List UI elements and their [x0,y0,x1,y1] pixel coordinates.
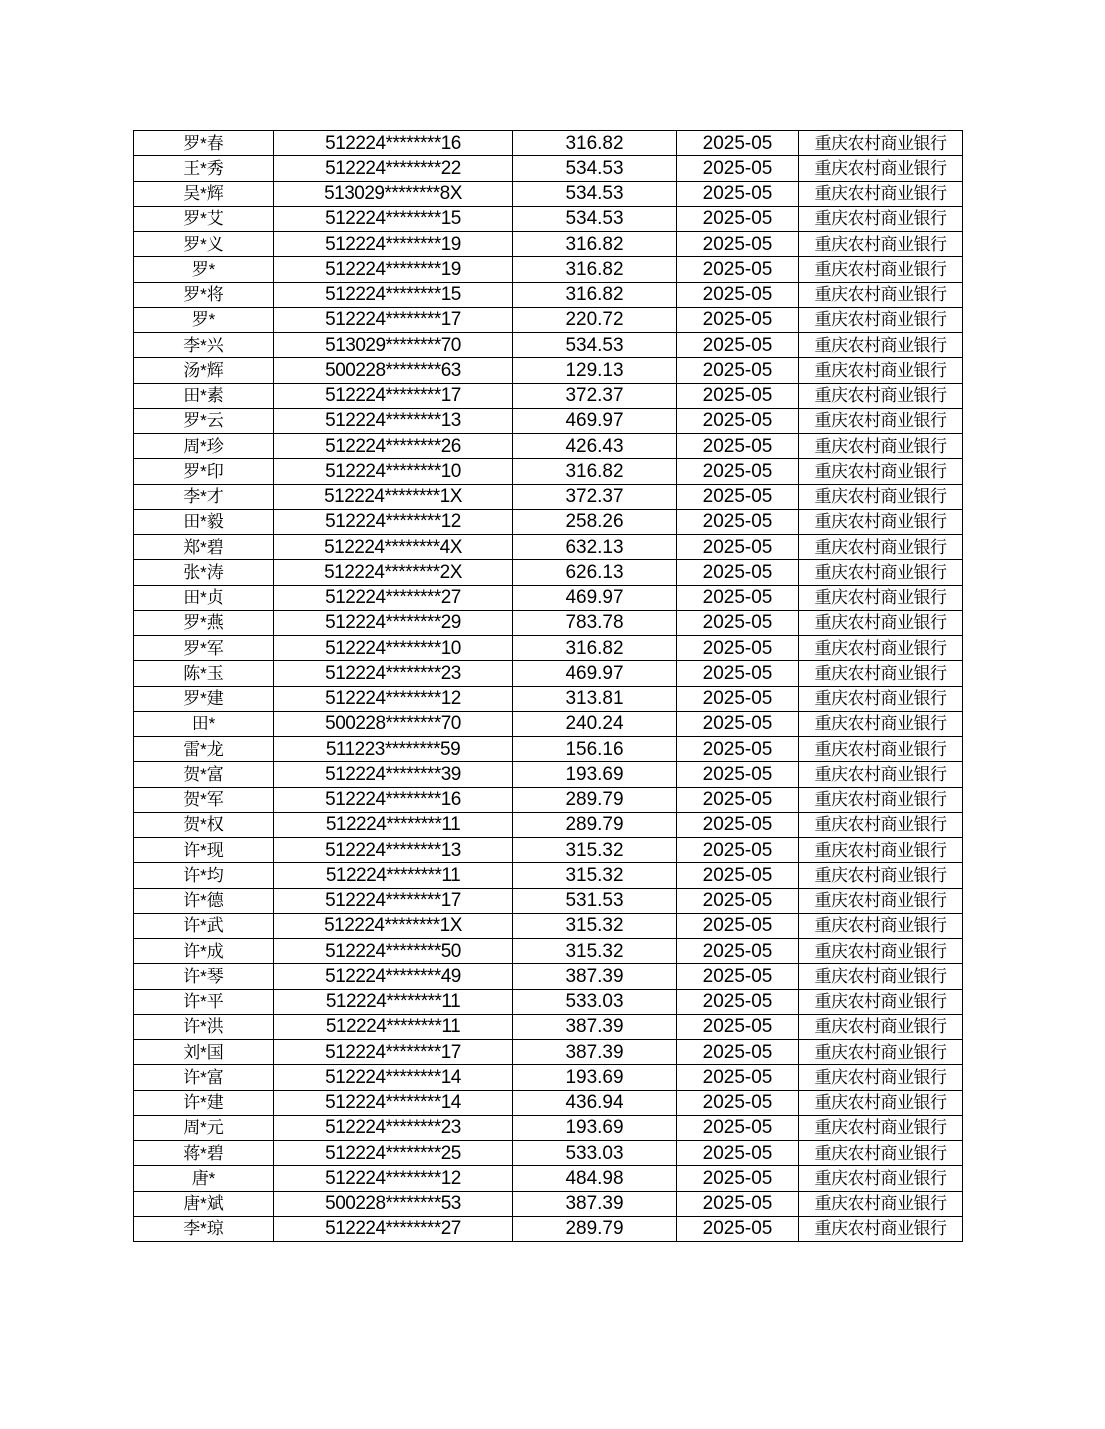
cell-id_number: 512224********15 [274,282,513,307]
cell-month: 2025-05 [677,964,799,989]
cell-amount: 469.97 [513,408,677,433]
cell-id_number: 512224********14 [274,1065,513,1090]
cell-name: 许*成 [134,939,274,964]
cell-amount: 289.79 [513,787,677,812]
table-row [134,939,963,964]
table-row [134,1166,963,1191]
cell-id_number: 512224********10 [274,459,513,484]
cell-name: 刘*国 [134,1040,274,1065]
cell-amount: 129.13 [513,358,677,383]
cell-id_number: 513029********70 [274,333,513,358]
table-row [134,181,963,206]
cell-id_number: 512224********12 [274,509,513,534]
cell-bank: 重庆农村商业银行 [799,560,963,585]
cell-month: 2025-05 [677,560,799,585]
cell-month: 2025-05 [677,838,799,863]
cell-amount: 316.82 [513,459,677,484]
table-row [134,1141,963,1166]
cell-amount: 240.24 [513,711,677,736]
cell-name: 罗*艾 [134,206,274,231]
cell-month: 2025-05 [677,282,799,307]
cell-month: 2025-05 [677,509,799,534]
cell-id_number: 512224********17 [274,1040,513,1065]
cell-name: 郑*碧 [134,535,274,560]
cell-name: 周*珍 [134,434,274,459]
table-row [134,686,963,711]
cell-name: 田*贞 [134,585,274,610]
cell-month: 2025-05 [677,863,799,888]
cell-id_number: 513029********8X [274,181,513,206]
cell-bank: 重庆农村商业银行 [799,610,963,635]
cell-month: 2025-05 [677,1115,799,1140]
table-row [134,1090,963,1115]
cell-month: 2025-05 [677,1191,799,1216]
cell-id_number: 512224********15 [274,206,513,231]
cell-name: 罗*军 [134,636,274,661]
cell-id_number: 512224********10 [274,636,513,661]
cell-name: 许*建 [134,1090,274,1115]
payment-table-body [134,131,963,1242]
cell-amount: 315.32 [513,863,677,888]
cell-id_number: 512224********13 [274,838,513,863]
cell-bank: 重庆农村商业银行 [799,282,963,307]
cell-amount: 534.53 [513,156,677,181]
cell-month: 2025-05 [677,1166,799,1191]
cell-id_number: 512224********16 [274,787,513,812]
cell-month: 2025-05 [677,989,799,1014]
table-row [134,156,963,181]
cell-amount: 533.03 [513,989,677,1014]
cell-bank: 重庆农村商业银行 [799,206,963,231]
cell-bank: 重庆农村商业银行 [799,888,963,913]
cell-bank: 重庆农村商业银行 [799,1141,963,1166]
cell-month: 2025-05 [677,206,799,231]
table-row [134,484,963,509]
cell-bank: 重庆农村商业银行 [799,1216,963,1241]
cell-id_number: 512224********23 [274,1115,513,1140]
cell-bank: 重庆农村商业银行 [799,964,963,989]
table-row [134,509,963,534]
table-row [134,585,963,610]
cell-month: 2025-05 [677,913,799,938]
cell-amount: 220.72 [513,307,677,332]
cell-amount: 316.82 [513,282,677,307]
cell-name: 田* [134,711,274,736]
cell-amount: 316.82 [513,131,677,156]
cell-name: 贺*富 [134,762,274,787]
cell-month: 2025-05 [677,459,799,484]
cell-id_number: 500228********63 [274,358,513,383]
cell-id_number: 512224********11 [274,812,513,837]
table-row [134,838,963,863]
cell-bank: 重庆农村商业银行 [799,585,963,610]
cell-id_number: 512224********23 [274,661,513,686]
cell-month: 2025-05 [677,383,799,408]
cell-month: 2025-05 [677,762,799,787]
cell-month: 2025-05 [677,307,799,332]
cell-amount: 372.37 [513,484,677,509]
cell-amount: 258.26 [513,509,677,534]
table-row [134,206,963,231]
cell-amount: 193.69 [513,762,677,787]
cell-bank: 重庆农村商业银行 [799,989,963,1014]
cell-id_number: 512224********13 [274,408,513,433]
cell-id_number: 512224********11 [274,1014,513,1039]
table-row [134,459,963,484]
table-row [134,1115,963,1140]
cell-name: 许*现 [134,838,274,863]
cell-bank: 重庆农村商业银行 [799,1166,963,1191]
cell-bank: 重庆农村商业银行 [799,812,963,837]
cell-id_number: 511223********59 [274,737,513,762]
table-row [134,636,963,661]
cell-id_number: 512224********1X [274,484,513,509]
cell-id_number: 512224********14 [274,1090,513,1115]
cell-id_number: 512224********17 [274,307,513,332]
cell-amount: 534.53 [513,181,677,206]
cell-amount: 372.37 [513,383,677,408]
cell-bank: 重庆农村商业银行 [799,1040,963,1065]
cell-name: 许*均 [134,863,274,888]
table-row [134,610,963,635]
cell-bank: 重庆农村商业银行 [799,383,963,408]
cell-name: 罗*春 [134,131,274,156]
cell-month: 2025-05 [677,156,799,181]
cell-name: 贺*军 [134,787,274,812]
cell-name: 罗* [134,307,274,332]
table-row [134,989,963,1014]
cell-amount: 289.79 [513,1216,677,1241]
table-row [134,863,963,888]
cell-bank: 重庆农村商业银行 [799,661,963,686]
cell-id_number: 512224********17 [274,888,513,913]
cell-id_number: 512224********12 [274,686,513,711]
cell-month: 2025-05 [677,1065,799,1090]
cell-id_number: 512224********25 [274,1141,513,1166]
cell-amount: 534.53 [513,333,677,358]
cell-amount: 387.39 [513,1191,677,1216]
cell-id_number: 512224********4X [274,535,513,560]
table-row [134,1014,963,1039]
cell-id_number: 512224********29 [274,610,513,635]
cell-bank: 重庆农村商业银行 [799,257,963,282]
cell-id_number: 512224********19 [274,232,513,257]
cell-id_number: 512224********49 [274,964,513,989]
cell-month: 2025-05 [677,711,799,736]
cell-bank: 重庆农村商业银行 [799,737,963,762]
table-row [134,307,963,332]
cell-amount: 426.43 [513,434,677,459]
cell-amount: 316.82 [513,257,677,282]
cell-amount: 156.16 [513,737,677,762]
cell-month: 2025-05 [677,333,799,358]
cell-name: 田*素 [134,383,274,408]
cell-month: 2025-05 [677,484,799,509]
cell-month: 2025-05 [677,232,799,257]
cell-bank: 重庆农村商业银行 [799,863,963,888]
cell-id_number: 512224********27 [274,585,513,610]
cell-bank: 重庆农村商业银行 [799,484,963,509]
cell-bank: 重庆农村商业银行 [799,333,963,358]
cell-id_number: 512224********26 [274,434,513,459]
cell-id_number: 512224********27 [274,1216,513,1241]
cell-amount: 484.98 [513,1166,677,1191]
table-row [134,812,963,837]
table-row [134,1191,963,1216]
cell-name: 王*秀 [134,156,274,181]
cell-name: 汤*辉 [134,358,274,383]
cell-name: 陈*玉 [134,661,274,686]
cell-bank: 重庆农村商业银行 [799,181,963,206]
cell-name: 许*洪 [134,1014,274,1039]
cell-month: 2025-05 [677,434,799,459]
table-row [134,257,963,282]
table-row [134,131,963,156]
table-row [134,434,963,459]
cell-amount: 315.32 [513,913,677,938]
cell-amount: 316.82 [513,232,677,257]
cell-id_number: 512224********16 [274,131,513,156]
cell-month: 2025-05 [677,787,799,812]
cell-month: 2025-05 [677,257,799,282]
cell-id_number: 512224********19 [274,257,513,282]
cell-id_number: 512224********12 [274,1166,513,1191]
table-row [134,964,963,989]
cell-month: 2025-05 [677,535,799,560]
table-row [134,232,963,257]
cell-name: 罗*建 [134,686,274,711]
cell-amount: 313.81 [513,686,677,711]
cell-amount: 533.03 [513,1141,677,1166]
cell-month: 2025-05 [677,181,799,206]
cell-amount: 315.32 [513,838,677,863]
cell-amount: 469.97 [513,661,677,686]
cell-id_number: 512224********11 [274,863,513,888]
cell-name: 许*琴 [134,964,274,989]
table-row [134,408,963,433]
cell-amount: 193.69 [513,1065,677,1090]
cell-bank: 重庆农村商业银行 [799,509,963,534]
cell-bank: 重庆农村商业银行 [799,358,963,383]
table-row [134,383,963,408]
cell-bank: 重庆农村商业银行 [799,838,963,863]
cell-name: 李*琼 [134,1216,274,1241]
cell-id_number: 512224********11 [274,989,513,1014]
cell-month: 2025-05 [677,686,799,711]
cell-name: 贺*权 [134,812,274,837]
cell-month: 2025-05 [677,131,799,156]
cell-id_number: 500228********70 [274,711,513,736]
cell-bank: 重庆农村商业银行 [799,913,963,938]
cell-month: 2025-05 [677,1216,799,1241]
cell-amount: 289.79 [513,812,677,837]
cell-bank: 重庆农村商业银行 [799,307,963,332]
cell-bank: 重庆农村商业银行 [799,1065,963,1090]
cell-amount: 387.39 [513,1014,677,1039]
cell-name: 唐* [134,1166,274,1191]
cell-name: 李*才 [134,484,274,509]
cell-month: 2025-05 [677,1141,799,1166]
cell-name: 张*涛 [134,560,274,585]
cell-name: 罗*燕 [134,610,274,635]
cell-month: 2025-05 [677,636,799,661]
cell-amount: 316.82 [513,636,677,661]
cell-name: 周*元 [134,1115,274,1140]
table-row [134,711,963,736]
cell-name: 李*兴 [134,333,274,358]
cell-month: 2025-05 [677,408,799,433]
cell-name: 田*毅 [134,509,274,534]
cell-month: 2025-05 [677,610,799,635]
cell-month: 2025-05 [677,1090,799,1115]
cell-bank: 重庆农村商业银行 [799,939,963,964]
table-row [134,913,963,938]
table-row [134,762,963,787]
cell-bank: 重庆农村商业银行 [799,1191,963,1216]
cell-amount: 387.39 [513,964,677,989]
cell-bank: 重庆农村商业银行 [799,711,963,736]
table-row [134,737,963,762]
cell-name: 罗* [134,257,274,282]
table-row [134,333,963,358]
payment-table [133,130,963,1242]
cell-name: 许*富 [134,1065,274,1090]
cell-name: 罗*将 [134,282,274,307]
cell-bank: 重庆农村商业银行 [799,232,963,257]
cell-bank: 重庆农村商业银行 [799,535,963,560]
table-row [134,358,963,383]
cell-id_number: 512224********39 [274,762,513,787]
table-row [134,282,963,307]
cell-amount: 387.39 [513,1040,677,1065]
table-row [134,560,963,585]
table-row [134,535,963,560]
cell-amount: 469.97 [513,585,677,610]
cell-bank: 重庆农村商业银行 [799,762,963,787]
cell-month: 2025-05 [677,1040,799,1065]
cell-month: 2025-05 [677,812,799,837]
table-row [134,1216,963,1241]
cell-name: 罗*印 [134,459,274,484]
table-row [134,787,963,812]
cell-month: 2025-05 [677,737,799,762]
table-row [134,1065,963,1090]
cell-bank: 重庆农村商业银行 [799,459,963,484]
cell-name: 罗*义 [134,232,274,257]
cell-month: 2025-05 [677,358,799,383]
cell-id_number: 500228********53 [274,1191,513,1216]
cell-bank: 重庆农村商业银行 [799,131,963,156]
cell-bank: 重庆农村商业银行 [799,1090,963,1115]
cell-bank: 重庆农村商业银行 [799,787,963,812]
cell-month: 2025-05 [677,1014,799,1039]
cell-amount: 531.53 [513,888,677,913]
cell-id_number: 512224********17 [274,383,513,408]
cell-bank: 重庆农村商业银行 [799,1115,963,1140]
cell-bank: 重庆农村商业银行 [799,408,963,433]
cell-bank: 重庆农村商业银行 [799,156,963,181]
cell-amount: 315.32 [513,939,677,964]
cell-month: 2025-05 [677,585,799,610]
table-row [134,1040,963,1065]
table-row [134,888,963,913]
cell-bank: 重庆农村商业银行 [799,434,963,459]
table-row [134,661,963,686]
cell-name: 雷*龙 [134,737,274,762]
cell-amount: 193.69 [513,1115,677,1140]
cell-name: 蒋*碧 [134,1141,274,1166]
cell-amount: 632.13 [513,535,677,560]
cell-name: 许*武 [134,913,274,938]
cell-bank: 重庆农村商业银行 [799,636,963,661]
cell-name: 许*平 [134,989,274,1014]
cell-amount: 534.53 [513,206,677,231]
cell-month: 2025-05 [677,661,799,686]
cell-name: 吴*辉 [134,181,274,206]
cell-bank: 重庆农村商业银行 [799,1014,963,1039]
cell-id_number: 512224********50 [274,939,513,964]
cell-bank: 重庆农村商业银行 [799,686,963,711]
cell-name: 唐*斌 [134,1191,274,1216]
cell-name: 许*德 [134,888,274,913]
cell-id_number: 512224********1X [274,913,513,938]
cell-month: 2025-05 [677,888,799,913]
cell-month: 2025-05 [677,939,799,964]
cell-amount: 436.94 [513,1090,677,1115]
cell-name: 罗*云 [134,408,274,433]
cell-id_number: 512224********22 [274,156,513,181]
cell-amount: 783.78 [513,610,677,635]
cell-amount: 626.13 [513,560,677,585]
cell-id_number: 512224********2X [274,560,513,585]
